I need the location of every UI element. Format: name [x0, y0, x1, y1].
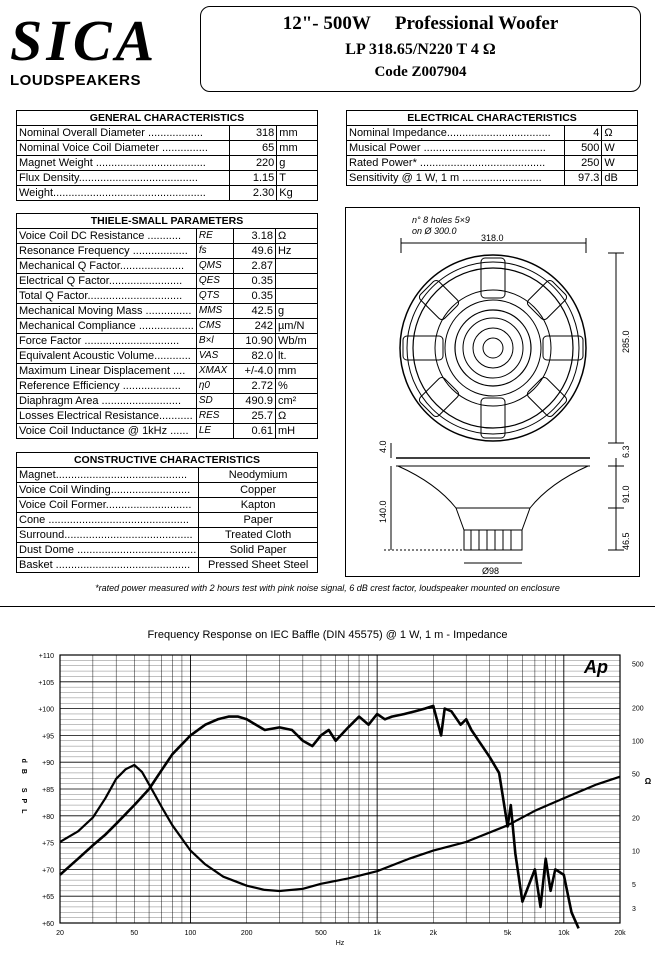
- row-symbol: fs: [196, 244, 233, 259]
- row-label: Sensitivity @ 1 W, 1 m ..........................: [347, 171, 565, 186]
- row-label: Rated Power* .........................................: [347, 156, 565, 171]
- row-label: Voice Coil DC Resistance ...........: [17, 229, 197, 244]
- logo-subtitle: LOUDSPEAKERS: [10, 72, 142, 89]
- table-row: [347, 171, 638, 186]
- y-tick-label: +75: [42, 840, 54, 848]
- row-label: Voice Coil Former............................: [17, 498, 199, 513]
- row-label: Reference Efficiency ...................: [17, 379, 197, 394]
- table-row: [17, 468, 318, 483]
- y2-tick-label: 3: [632, 906, 636, 914]
- y2-tick-label: 20: [632, 815, 640, 823]
- y-tick-label: +60: [42, 921, 54, 928]
- table-row: [17, 558, 318, 573]
- width-dimension-label: 318.0: [481, 233, 504, 243]
- table-row: [17, 483, 318, 498]
- table-row: [347, 126, 638, 141]
- table-row: [17, 528, 318, 543]
- row-value: 2.87: [233, 259, 275, 274]
- table-row: [17, 543, 318, 558]
- table-row: [17, 171, 318, 186]
- row-unit: mH: [275, 424, 317, 439]
- row-symbol: VAS: [196, 349, 233, 364]
- row-value: 2.72: [233, 379, 275, 394]
- holes-note-line2: on Ø 300.0: [412, 226, 457, 236]
- constructive-characteristics-table: [16, 452, 318, 573]
- row-symbol: η0: [196, 379, 233, 394]
- table-row: [17, 289, 318, 304]
- row-unit: W: [602, 156, 638, 171]
- y-tick-label: +90: [42, 760, 54, 768]
- top-dimension-label: 4.0: [378, 440, 388, 453]
- frequency-response-chart: [0, 645, 655, 955]
- row-symbol: CMS: [196, 319, 233, 334]
- right-dimension-label-2: 91.0: [621, 485, 631, 503]
- row-symbol: RES: [196, 409, 233, 424]
- row-unit: Ω: [275, 409, 317, 424]
- y2-tick-label: 100: [632, 738, 644, 746]
- row-label: Flux Density.......................................: [17, 171, 230, 186]
- row-value: 10.90: [233, 334, 275, 349]
- y2-tick-label: 10: [632, 848, 640, 856]
- row-value: +/-4.0: [233, 364, 275, 379]
- table-row: [17, 229, 318, 244]
- table-row: [17, 186, 318, 201]
- table-row: [17, 141, 318, 156]
- row-value: 82.0: [233, 349, 275, 364]
- table-row: [17, 126, 318, 141]
- row-value: 65: [229, 141, 277, 156]
- ap-logo: Ap: [584, 657, 608, 677]
- basket-outer-ring: [400, 255, 586, 441]
- row-value: 97.3: [564, 171, 602, 186]
- row-value: Paper: [199, 513, 318, 528]
- table-title: CONSTRUCTIVE CHARACTERISTICS: [17, 453, 318, 468]
- row-unit: T: [277, 171, 318, 186]
- chart-title: Frequency Response on IEC Baffle (DIN 45575) @ 1 W, 1 m - Impedance: [147, 629, 508, 641]
- row-value: 220: [229, 156, 277, 171]
- row-value: 490.9: [233, 394, 275, 409]
- y2-tick-label: 200: [632, 705, 644, 713]
- divider: [0, 606, 655, 607]
- table-row: [17, 304, 318, 319]
- magnet-depth-label: 46.5: [621, 532, 631, 550]
- row-unit: µm/N: [275, 319, 317, 334]
- x-tick-label: 500: [315, 930, 327, 937]
- row-value: 2.30: [229, 186, 277, 201]
- row-unit: %: [275, 379, 317, 394]
- row-unit: Ω: [275, 229, 317, 244]
- model-name: LP 318.65/N220 T 4 Ω: [345, 41, 496, 58]
- row-symbol: QTS: [196, 289, 233, 304]
- row-label: Surround..........................................: [17, 528, 199, 543]
- row-label: Magnet...........................................: [17, 468, 199, 483]
- row-label: Mechanical Moving Mass ...............: [17, 304, 197, 319]
- row-symbol: MMS: [196, 304, 233, 319]
- row-label: Mechanical Compliance ..................: [17, 319, 197, 334]
- table-row: [17, 424, 318, 439]
- row-unit: W: [602, 141, 638, 156]
- table-row: [17, 394, 318, 409]
- y2-tick-label: 5: [632, 881, 636, 889]
- table-title: THIELE-SMALL PARAMETERS: [17, 214, 318, 229]
- row-symbol: XMAX: [196, 364, 233, 379]
- row-value: 0.61: [233, 424, 275, 439]
- magnet-diameter-label: Ø98: [482, 566, 500, 576]
- x-axis-label: Hz: [335, 940, 345, 947]
- row-label: Voice Coil Inductance @ 1kHz ......: [17, 424, 197, 439]
- row-label: Voice Coil Winding..........................: [17, 483, 199, 498]
- row-label: Musical Power ........................................: [347, 141, 565, 156]
- row-label: Force Factor ...............................: [17, 334, 197, 349]
- y2-axis-label: Ω: [644, 777, 652, 786]
- y-tick-label: +110: [38, 653, 54, 660]
- row-unit: [275, 259, 317, 274]
- x-tick-label: 5k: [503, 930, 512, 937]
- y2-tick-label: 500: [632, 661, 644, 669]
- y-tick-label: +95: [42, 733, 54, 741]
- row-unit: [275, 274, 317, 289]
- table-row: [17, 156, 318, 171]
- row-unit: Kg: [277, 186, 318, 201]
- row-value: 49.6: [233, 244, 275, 259]
- x-tick-label: 200: [240, 930, 253, 937]
- speaker-drawing: [346, 208, 641, 578]
- row-unit: Hz: [275, 244, 317, 259]
- holes-note-line1: n° 8 holes 5×9: [412, 215, 470, 225]
- row-value: Pressed Sheet Steel: [199, 558, 318, 573]
- row-value: Treated Cloth: [199, 528, 318, 543]
- row-unit: Wb/m: [275, 334, 317, 349]
- row-label: Magnet Weight ....................................: [17, 156, 230, 171]
- row-symbol: B×l: [196, 334, 233, 349]
- depth-dimension-label: 140.0: [378, 500, 388, 523]
- row-unit: cm²: [275, 394, 317, 409]
- size-power: 12"- 500W: [282, 13, 371, 34]
- y2-tick-label: 50: [632, 771, 640, 779]
- row-value: 250: [564, 156, 602, 171]
- table-row: [17, 334, 318, 349]
- table-row: [347, 156, 638, 171]
- row-label: Cone ..............................................: [17, 513, 199, 528]
- x-tick-label: 20: [56, 930, 64, 937]
- row-label: Mechanical Q Factor.....................: [17, 259, 197, 274]
- row-symbol: QES: [196, 274, 233, 289]
- logo-wordmark: SICA: [10, 8, 159, 73]
- row-value: Kapton: [199, 498, 318, 513]
- side-view-magnet: [464, 530, 522, 550]
- row-unit: mm: [277, 126, 318, 141]
- row-value: 25.7: [233, 409, 275, 424]
- row-value: 0.35: [233, 289, 275, 304]
- y-tick-label: +80: [42, 813, 54, 821]
- row-value: 1.15: [229, 171, 277, 186]
- y-tick-label: +100: [38, 706, 54, 714]
- row-symbol: QMS: [196, 259, 233, 274]
- row-label: Total Q Factor...............................: [17, 289, 197, 304]
- row-label: Maximum Linear Displacement ....: [17, 364, 197, 379]
- table-row: [17, 259, 318, 274]
- row-unit: Ω: [602, 126, 638, 141]
- magnet-ring: [455, 310, 531, 386]
- row-label: Basket ............................................: [17, 558, 199, 573]
- row-value: 42.5: [233, 304, 275, 319]
- x-tick-label: 1k: [373, 930, 381, 937]
- table-row: [17, 319, 318, 334]
- row-unit: g: [275, 304, 317, 319]
- row-symbol: LE: [196, 424, 233, 439]
- x-tick-label: 10k: [558, 930, 570, 937]
- row-value: 0.35: [233, 274, 275, 289]
- row-unit: g: [277, 156, 318, 171]
- electrical-characteristics-table: [346, 110, 638, 186]
- height-dimension-label: 285.0: [621, 330, 631, 353]
- table-row: [17, 379, 318, 394]
- table-row: [17, 244, 318, 259]
- row-value: Neodymium: [199, 468, 318, 483]
- row-value: 3.18: [233, 229, 275, 244]
- y-axis-label: dB SPL: [20, 758, 27, 820]
- table-row: [17, 274, 318, 289]
- row-unit: lt.: [275, 349, 317, 364]
- row-label: Losses Electrical Resistance...........: [17, 409, 197, 424]
- row-value: Solid Paper: [199, 543, 318, 558]
- basket-spokes: [403, 258, 583, 438]
- row-symbol: SD: [196, 394, 233, 409]
- row-value: 4: [564, 126, 602, 141]
- technical-drawing: [345, 207, 640, 577]
- row-value: Copper: [199, 483, 318, 498]
- table-row: [17, 349, 318, 364]
- row-value: 242: [233, 319, 275, 334]
- row-unit: [275, 289, 317, 304]
- row-value: 318: [229, 126, 277, 141]
- table-row: [17, 513, 318, 528]
- row-label: Resonance Frequency ..................: [17, 244, 197, 259]
- row-unit: mm: [275, 364, 317, 379]
- x-tick-label: 50: [130, 930, 139, 937]
- table-row: [17, 498, 318, 513]
- brand-logo: [10, 8, 170, 90]
- general-characteristics-table: [16, 110, 318, 201]
- row-label: Nominal Voice Coil Diameter ...............: [17, 141, 230, 156]
- table-title: ELECTRICAL CHARACTERISTICS: [347, 111, 638, 126]
- row-unit: mm: [277, 141, 318, 156]
- title-box: [200, 6, 641, 92]
- y-tick-label: +105: [38, 679, 54, 687]
- row-label: Weight..................................................: [17, 186, 230, 201]
- row-value: 500: [564, 141, 602, 156]
- x-tick-label: 20k: [614, 930, 626, 937]
- row-label: Electrical Q Factor........................: [17, 274, 197, 289]
- x-tick-label: 2k: [429, 930, 438, 937]
- row-symbol: RE: [196, 229, 233, 244]
- table-title: GENERAL CHARACTERISTICS: [17, 111, 318, 126]
- row-label: Equivalent Acoustic Volume............: [17, 349, 197, 364]
- row-label: Dust Dome .......................................: [17, 543, 199, 558]
- table-row: [347, 141, 638, 156]
- footnote: *rated power measured with 2 hours test with pink noise signal, 6 dB crest factor, loudspeaker mounted on enclosure: [95, 583, 560, 593]
- table-row: [17, 409, 318, 424]
- table-row: [17, 364, 318, 379]
- y-tick-label: +70: [42, 867, 54, 875]
- product-type: Professional Woofer: [394, 13, 559, 34]
- product-code: Code Z007904: [374, 64, 467, 80]
- thiele-small-table: [16, 213, 318, 439]
- y-tick-label: +85: [42, 787, 54, 794]
- row-label: Diaphragm Area ..........................: [17, 394, 197, 409]
- y-tick-label: +65: [42, 894, 54, 902]
- right-dimension-label-1: 6.3: [621, 445, 631, 458]
- x-tick-label: 100: [184, 930, 197, 937]
- row-unit: dB: [602, 171, 638, 186]
- row-label: Nominal Overall Diameter ..................: [17, 126, 230, 141]
- row-label: Nominal Impedance..................................: [347, 126, 565, 141]
